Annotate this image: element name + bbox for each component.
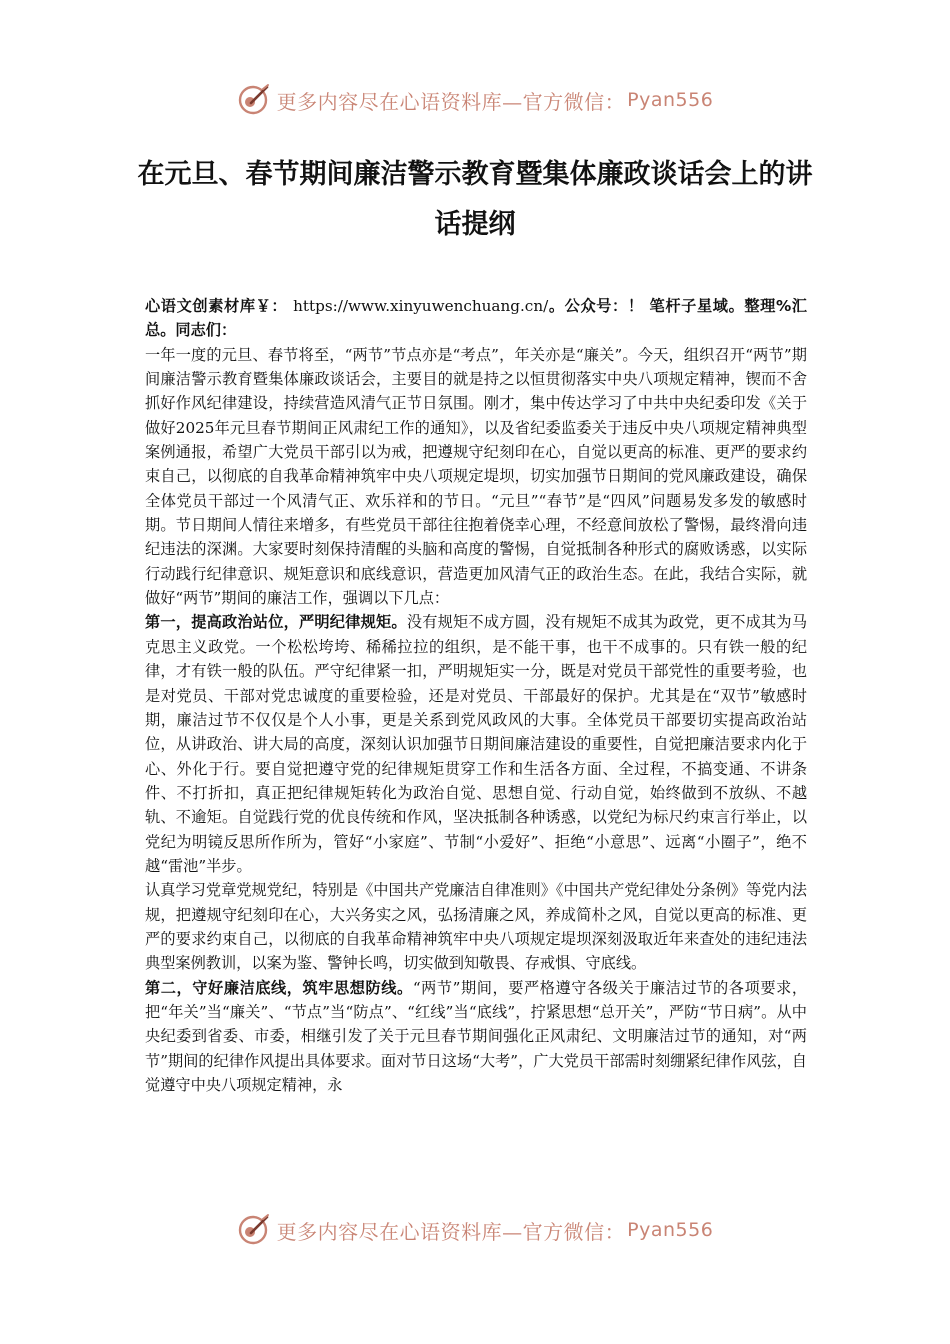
intro-prefix: 心语文创素材库￥： bbox=[145, 297, 288, 315]
paragraph-text: 没有规矩不成方圆，没有规矩不成其为政党，更不成其为马克思主义政党。一个松松垮垮、稀稀拉拉的组织，是不能干事，也干不成事的。只有铁一般的纪律，才有铁一般的队伍。严守纪律紧一扣，严明规矩实一分，既是对党员干部党性的重要考验，也是对党员、干部对党忠诚度的重要检验，还是对党员、干部最好的保护。尤其是在“双节”敏感时期，廉洁过节不仅仅是个人小事，更是关系到党风政风的大事。全体党员干部要切实提高政治站位，从讲政治、讲大局的高度，深刻认识加强节日期间廉洁建设的重要性，自觉把廉洁要求内化于心、外化于行。要自觉把遵守党的纪律规矩贯穿工作和生活各方面、全过程，不搞变通、不讲条件、不打折扣，真正把纪律规矩转化为政治自觉、思想自觉、行动自觉，始终做到不放纵、不越轨、不逾矩。自觉践行党的优良传统和作风，坚决抵制各种诱惑，以党纪为标尺约束言行举止，以党纪为明镜反思所作所为，管好“小家庭”、节制“小爱好”、拒绝“小意思”、远离“小圈子”，绝不越“雷池”半步。 bbox=[145, 613, 808, 875]
paragraph-heading: 第二，守好廉洁底线，筑牢思想防线。 bbox=[145, 978, 413, 997]
intro-line bbox=[145, 294, 807, 343]
header-banner-text: 更多内容尽在心语资料库—官方微信： bbox=[276, 89, 626, 114]
paragraph-text: “两节”期间，要严格遵守各级关于廉洁过节的各项要求，把“年关”当“廉关”、“节点”当“防点”、“红线”当“底线”，拧紧思想“总开关”，严防“节日病”。从中央纪委到省委、市委，相继引发了关于元旦春节期间强化正风肃纪、文明廉洁过节的通知，对“两节”期间的纪律作风提出具体要求。面对节日这场“大考”，广大党员干部需时刻绷紧纪律作风弦，自觉遵守中央八项规定精神，永 bbox=[145, 978, 808, 1094]
paragraph-text: 认真学习党章党规党纪，特别是《中国共产党廉洁自律准则》《中国共产党纪律处分条例》等党内法规，把遵规守纪刻印在心，大兴务实之风，弘扬清廉之风，养成简朴之风，自觉以更高的标准、更严的要求约束自己，以彻底的自我革命精神筑牢中央八项规定堤坝深刻汲取近年来查处的违纪违法典型案例教训，以案为鉴、警钟长鸣，切实做到知敬畏、存戒惧、守底线。 bbox=[145, 881, 807, 973]
paragraph-study bbox=[145, 878, 807, 975]
footer-watermark-banner bbox=[0, 1208, 950, 1252]
footer-banner-handle: Pyan556 bbox=[627, 1219, 714, 1241]
header-banner-handle: Pyan556 bbox=[627, 89, 714, 111]
paragraph-point-one bbox=[145, 610, 807, 878]
brush-logo-icon bbox=[237, 1213, 271, 1247]
intro-suffix: 。公众号：！ 笔杆子星域。整理%汇总。同志们： bbox=[145, 297, 807, 340]
intro-url: https://www.xinyuwenchuang.cn/ bbox=[293, 297, 549, 315]
paragraph-opening bbox=[145, 343, 807, 611]
paragraph-heading: 第一，提高政治站位，严明纪律规矩。 bbox=[145, 613, 407, 632]
footer-banner-text: 更多内容尽在心语资料库—官方微信： bbox=[276, 1219, 626, 1244]
document-title: 在元旦、春节期间廉洁警示教育暨集体廉政谈话会上的讲话提纲 bbox=[137, 159, 813, 240]
brush-logo-icon bbox=[237, 83, 271, 117]
paragraph-point-two bbox=[145, 976, 807, 1098]
document-body bbox=[145, 294, 807, 1097]
header-watermark-banner bbox=[0, 78, 950, 122]
paragraph-text: 一年一度的元旦、春节将至，“两节”节点亦是“考点”，年关亦是“廉关”。今天，组织召开“两节”期间廉洁警示教育暨集体廉政谈话会，主要目的就是持之以恒贯彻落实中央八项规定精神，锲而不舍抓好作风纪律建设，持续营造风清气正节日氛围。刚才，集中传达学习了中共中央纪委印发《关于做好2025年元旦春节期间正风肃纪工作的通知》，以及省纪委监委关于违反中央八项规定精神典型案例通报，希望广大党员干部引以为戒，把遵规守纪刻印在心，自觉以更高的标准、更严的要求约束自己，以彻底的自我革命精神筑牢中央八项规定堤坝，切实加强节日期间的党风廉政建设，确保全体党员干部过一个风清气正、欢乐祥和的节日。“元旦”“春节”是“四风”问题易发多发的敏感时期。节日期间人情往来增多，有些党员干部往往抱着侥幸心理，不经意间放松了警惕，最终滑向违纪违法的深渊。大家要时刻保持清醒的头脑和高度的警惕，自觉抵制各种形式的腐败诱惑，以实际行动践行纪律意识、规矩意识和底线意识，营造更加风清气正的政治生态。在此，我结合实际，就做好“两节”期间的廉洁工作，强调以下几点： bbox=[145, 345, 807, 608]
